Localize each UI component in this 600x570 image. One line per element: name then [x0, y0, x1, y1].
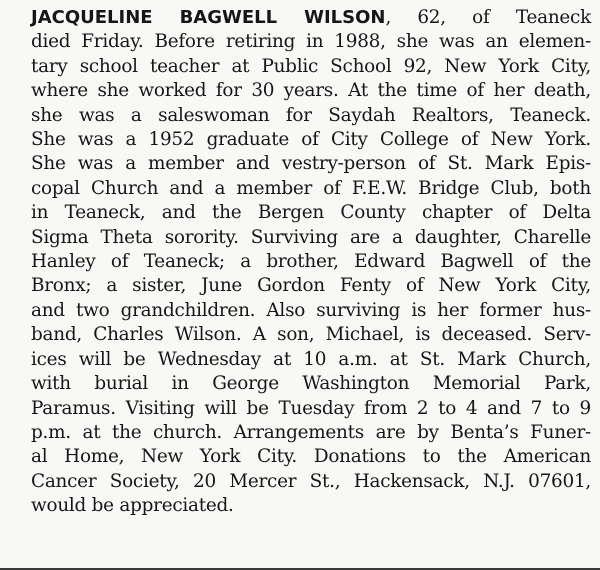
- obituary-line-19: al Home, New York City. Donations to the American: [31, 446, 591, 468]
- obituary-line-14: band, Charles Wilson. A son, Michael, is deceased. Serv-: [31, 324, 591, 346]
- deceased-name: JACQUELINE BAGWELL WILSON: [31, 7, 386, 28]
- obituary-line-6: She was a 1952 graduate of City College of New York.: [31, 129, 591, 151]
- obituary-line-20: Cancer Society, 20 Mercer St., Hackensack, N.J. 07601,: [31, 470, 591, 492]
- obituary-line-7: She was a member and vestry-person of St. Mark Epis-: [31, 153, 591, 175]
- obituary-line-1-rest: , 62, of Teaneck: [385, 7, 591, 28]
- obituary-line-1: [31, 6, 591, 30]
- obituary-line-17: Paramus. Visiting will be Tuesday from 2 to 4 and 7 to 9: [31, 397, 591, 419]
- obituary-line-16: with burial in George Washington Memorial Park,: [31, 373, 591, 395]
- obituary-line-12: Bronx; a sister, June Gordon Fenty of New York City,: [31, 275, 591, 297]
- obituary-line-3: tary school teacher at Public School 92, New York City,: [31, 55, 591, 77]
- obituary-line-4: where she worked for 30 years. At the time of her death,: [31, 80, 591, 102]
- obituary-line-2: died Friday. Before retiring in 1988, she was an elemen-: [31, 31, 591, 53]
- obituary-line-15: ices will be Wednesday at 10 a.m. at St. Mark Church,: [31, 348, 591, 370]
- obituary-line-21: would be appreciated.: [31, 495, 234, 517]
- obituary-line-5: she was a saleswoman for Saydah Realtors, Teaneck.: [31, 104, 591, 126]
- obituary-line-13: and two grandchildren. Also surviving is her former hus-: [31, 299, 591, 321]
- obituary-line-8: copal Church and a member of F.E.W. Bridge Club, both: [31, 177, 591, 199]
- obituary-line-9: in Teaneck, and the Bergen County chapter of Delta: [31, 202, 591, 224]
- obituary-line-11: Hanley of Teaneck; a brother, Edward Bagwell of the: [31, 251, 591, 273]
- obituary-line-10: Sigma Theta sorority. Surviving are a daughter, Charelle: [31, 226, 591, 248]
- obituary-text: [31, 6, 591, 519]
- obituary-line-18: p.m. at the church. Arrangements are by Benta’s Funer-: [31, 421, 591, 443]
